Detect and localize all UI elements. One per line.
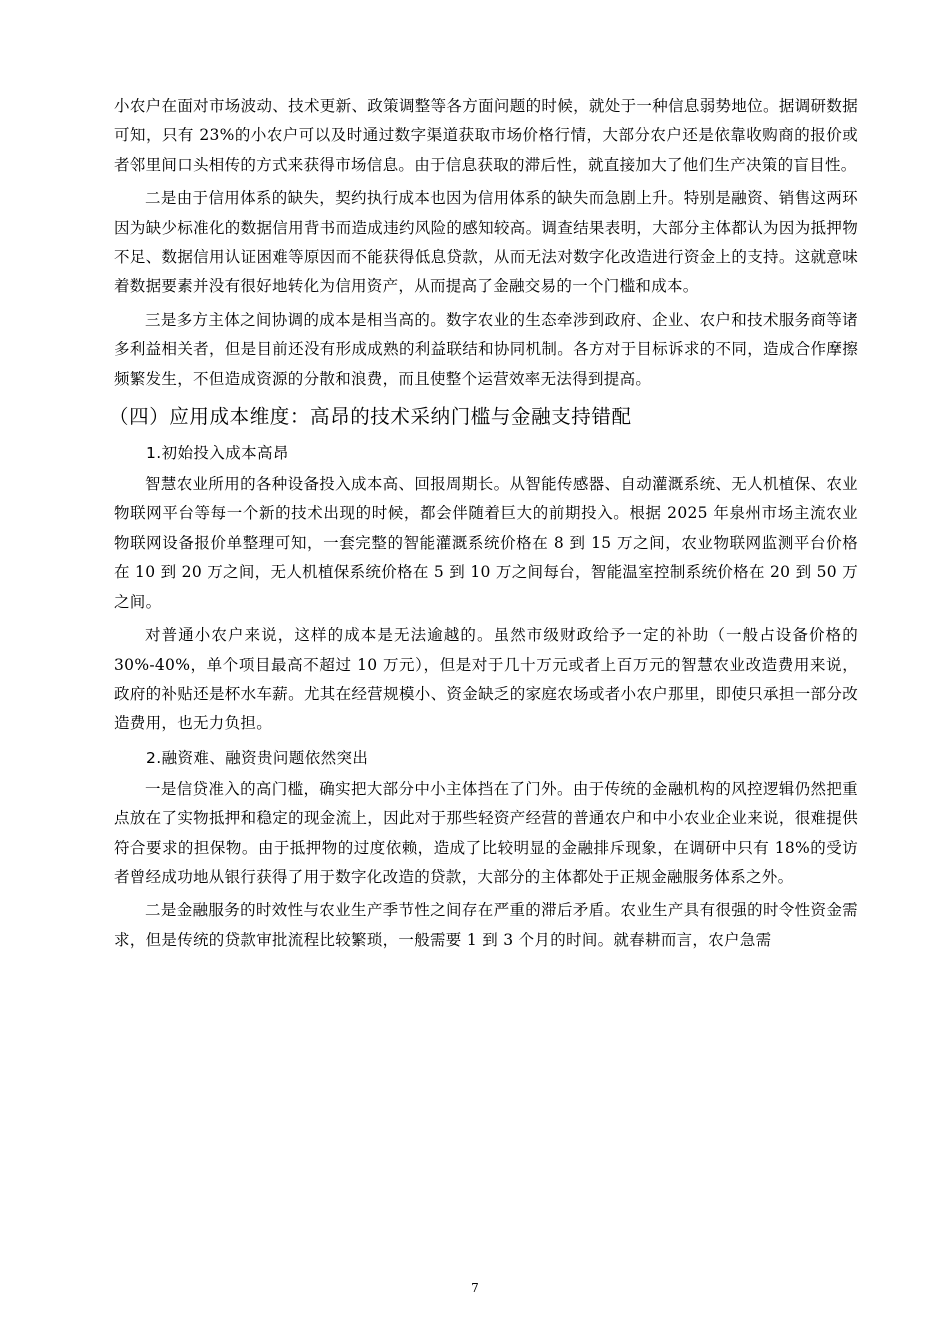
paragraph-timeliness: 二是金融服务的时效性与农业生产季节性之间存在严重的滞后矛盾。农业生产具有很强的时令性资金需求，但是传统的贷款审批流程比较繁琐，一般需要 1 到 3 个月的时间。就春耕而言，农户急需 <box>114 901 858 949</box>
page-content <box>109 92 858 959</box>
section-heading: （四）应用成本维度：高昂的技术采纳门槛与金融支持错配 <box>109 405 632 429</box>
paragraph-credit-system: 二是由于信用体系的缺失，契约执行成本也因为信用体系的缺失而急剧上升。特别是融资、销售这两环因为缺少标准化的数据信用背书而造成违约风险的感知较高。调查结果表明，大部分主体都认为因为抵押物不足、数据信用认证困难等原因而不能获得低息贷款，从而无法对数字化改造进行资金上的支持。这就意味着数据要素并没有很好地转化为信用资产，从而提高了金融交易的一个门槛和成本。 <box>114 189 858 296</box>
paragraph-continued: 小农户在面对市场波动、技术更新、政策调整等各方面问题的时候，就处于一种信息弱势地位。据调研数据可知，只有 23%的小农户可以及时通过数字渠道获取市场价格行情，大部分农户还是依靠收购商的报价或者邻里间口头相传的方式来获得市场信息。由于信息获取的滞后性，就直接加大了他们生产决策的盲目性。 <box>114 97 858 174</box>
paragraph-equipment-cost: 智慧农业所用的各种设备投入成本高、回报周期长。从智能传感器、自动灌溉系统、无人机植保、农业物联网平台等每一个新的技术出现的时候，都会伴随着巨大的前期投入。根据 2025 年泉州市场主流农业物联网设备报价单整理可知，一套完整的智能灌溉系统价格在 8 到 15 万之间，农业物联网监测平台价格在 10 到 20 万之间，无人机植保系统价格在 5 到 10 万之间每台，智能温室控制系统价格在 20 到 50 万之间。 <box>114 475 858 611</box>
paragraph-subsidy: 对普通小农户来说，这样的成本是无法逾越的。虽然市级财政给予一定的补助（一般占设备价格的 30%-40%，单个项目最高不超过 10 万元），但是对于几十万元或者上百万元的智慧农业改造费用来说，政府的补贴还是杯水车薪。尤其在经营规模小、资金缺乏的家庭农场或者小农户那里，即使只承担一部分改造费用，也无力负担。 <box>114 626 858 733</box>
paragraph-coordination-cost: 三是多方主体之间协调的成本是相当高的。数字农业的生态牵涉到政府、企业、农户和技术服务商等诸多利益相关者，但是目前还没有形成成熟的利益联结和协同机制。各方对于目标诉求的不同，造成合作摩擦频繁发生，不但造成资源的分散和浪费，而且使整个运营效率无法得到提高。 <box>114 310 858 388</box>
subsection-title-initial-cost: 1.初始投入成本高昂 <box>146 444 289 463</box>
page-number: 7 <box>471 1281 479 1295</box>
paragraph-credit-threshold: 一是信贷准入的高门槛，确实把大部分中小主体挡在了门外。由于传统的金融机构的风控逻辑仍然把重点放在了实物抵押和稳定的现金流上，因此对于那些轻资产经营的普通农户和中小农业企业来说，很难提供符合要求的担保物。由于抵押物的过度依赖，造成了比较明显的金融排斥现象，在调研中只有 18%的受访者曾经成功地从银行获得了用于数字化改造的贷款，大部分的主体都处于正规金融服务体系之外。 <box>114 779 858 886</box>
subsection-title-financing: 2.融资难、融资贵问题依然突出 <box>146 748 369 767</box>
